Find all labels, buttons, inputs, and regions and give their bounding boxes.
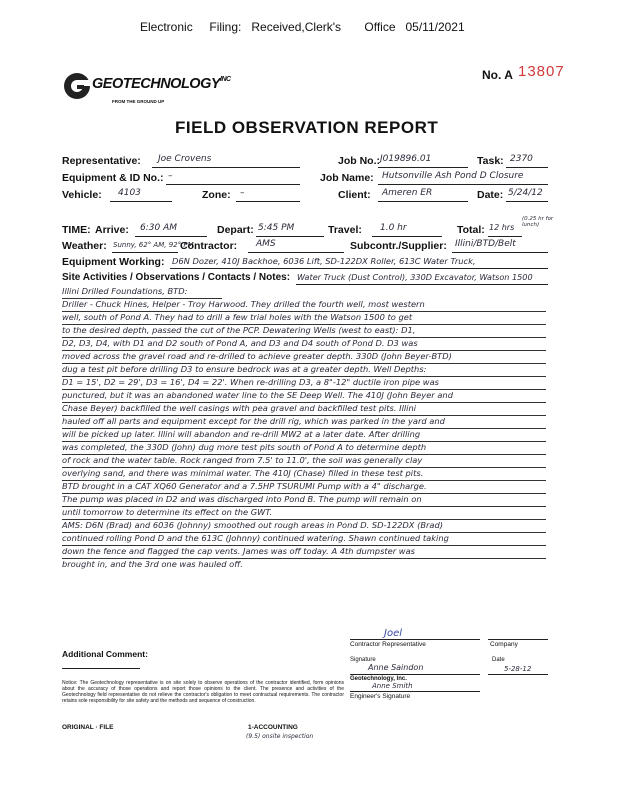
contractor-rep-value: Joel [384, 628, 402, 639]
note-line: down the fence and flagged the cap vents. James was off today. A 4th dumpster was [62, 545, 546, 559]
date-label: Date: [477, 189, 504, 201]
engineer-signature-value: Anne Smith [372, 682, 413, 690]
signature-date-label: Date [492, 657, 505, 663]
note-line: to the desired depth, passed the cut of the PCP. Dewatering Wells (west to east): D1, [62, 324, 546, 338]
task-label: Task: [477, 155, 504, 167]
footer-accounting-note: (9.5) onsite inspection [246, 733, 314, 740]
filing-stamp: Electronic Filing: Received,Clerk's Office 05/11/2021 [140, 20, 465, 34]
vehicle-value: 4103 [118, 188, 141, 198]
geotechnology-logo-icon [62, 71, 92, 101]
job-number-label: Job No.: [338, 155, 380, 167]
site-activities-label: Site Activities / Observations / Contacts / Notes: [62, 272, 291, 283]
logo-name: $GEOTECHNOLOGY^{INC}$ [92, 76, 231, 92]
client-value: Ameren ER [382, 188, 433, 198]
company-label: Company [490, 641, 518, 648]
contractor-label: Contractor: [180, 240, 238, 252]
arrive-value: 6:30 AM [140, 223, 177, 233]
job-number-value: J019896.01 [380, 154, 432, 164]
depart-value: 5:45 PM [258, 223, 295, 233]
equipment-working-label: Equipment Working: [62, 256, 165, 268]
note-line: Chase Beyer) backfilled the well casings with pea gravel and backfilled test pits. Illini [62, 402, 546, 416]
note-line: will be picked up later. Illini will abandon and re-drill MW2 at a later date. After drilling [62, 428, 546, 442]
task-value: 2370 [510, 154, 533, 164]
note-line: continued rolling Pond D and the 613C (Johnny) continued watering. Shawn continued taking [62, 532, 546, 546]
notice-text: Notice: The Geotechnology representative is on site solely to observe operations of the contractor identified, form opinions about the accuracy of those operations and report those opinions to the client. The presence and activities of the Geotechnology field representative do not relieve the contractor's obligation to meet contractual requirements. The contractor retains sole responsibility for site safety and the methods and sequence of construction. [62, 680, 344, 704]
signature-value: Anne Saindon [368, 663, 424, 672]
geotechnology-label: Geotechnology, Inc. [350, 676, 407, 682]
footer-original: ORIGINAL · FILE [62, 724, 114, 731]
contractor-rep-label: Contractor Representative [350, 641, 426, 648]
note-line: until tomorrow to determine its effect on the GWT. [62, 506, 546, 520]
total-note: (0.25 hr for lunch) [522, 216, 554, 228]
signature-date-value: 5-28-12 [504, 665, 532, 673]
note-line: D2, D3, D4, with D1 and D2 south of Pond A, and D3 and D4 south of Pond D. D3 was [62, 337, 546, 351]
zone-value: – [240, 188, 245, 198]
job-name-label: Job Name: [320, 172, 374, 184]
equipment-id-label: Equipment & ID No.: [62, 172, 164, 184]
note-line: Illini Drilled Foundations, BTD: [62, 285, 222, 299]
time-label: TIME: [62, 224, 91, 236]
representative-label: Representative: [62, 155, 141, 167]
job-name-value: Hutsonville Ash Pond D Closure [382, 171, 524, 181]
note-line: The pump was placed in D2 and was discharged into Pond B. The pump will remain on [62, 493, 546, 507]
note-line: Driller - Chuck Hines, Helper - Troy Harwood. They drilled the fourth well, most western [62, 298, 546, 312]
note-line: dug a test pit before drilling D3 to ensure bedrock was at a greater depth. Well Depths: [62, 363, 546, 377]
travel-value: 1.0 hr [380, 223, 407, 233]
subcontractor-label: Subcontr./Supplier: [350, 240, 447, 252]
note-line: hauled off all parts and equipment except for the drill rig, which was parked in the yard and [62, 415, 546, 429]
zone-label: Zone: [202, 189, 231, 201]
note-line: AMS: D6N (Brad) and 6036 (Johnny) smoothed out rough areas in Pond D. SD-122DX (Brad) [62, 519, 546, 533]
note-line: moved across the gravel road and re-drilled to achieve greater depth. 330D (John Beyer-BTD) [62, 350, 546, 364]
note-line: brought in, and the 3rd one was hauled off. [62, 559, 243, 569]
vehicle-label: Vehicle: [62, 189, 102, 201]
representative-value: Joe Crovens [158, 154, 212, 164]
note-line: BTD brought in a CAT XQ60 Generator and a 7.5HP TSURUMI Pump with a 4" discharge. [62, 480, 546, 494]
client-label: Client: [338, 189, 371, 201]
weather-label: Weather: [62, 240, 107, 252]
depart-label: Depart: [217, 224, 254, 236]
footer-accounting: 1-ACCOUNTING [248, 724, 298, 731]
signature-label: Signature [350, 657, 376, 663]
arrive-label: Arrive: [95, 224, 129, 236]
note-line: overlying sand, and there was minimal water. The 410J (Chase) filled in these test pits. [62, 467, 546, 481]
additional-comment-label: Additional Comment: [62, 649, 148, 659]
subcontractor-value: Illini/BTD/Belt [455, 239, 516, 249]
engineer-signature-label: Engineer's Signature [350, 693, 411, 700]
date-value: 5/24/12 [508, 188, 543, 198]
form-title: FIELD OBSERVATION REPORT [175, 118, 439, 137]
report-number-value: 13807 [518, 63, 565, 80]
note-line: was completed, the 330D (John) dug more test pits south of Pond A to determine depth [62, 441, 546, 455]
note-line: punctured, but it was an abandoned water line to the SE Deep Well. The 410J (John Beyer and [62, 389, 546, 403]
note-line: well, south of Pond A. They had to drill a few trial holes with the Watson 1500 to get [62, 311, 546, 325]
contractor-value: AMS [256, 239, 276, 249]
travel-label: Travel: [328, 224, 362, 236]
logo-tagline: FROM THE GROUND UP [112, 99, 165, 104]
weather-value: Sunny, 62° AM, 92° PM [113, 241, 194, 249]
equipment-working-value: D6N Dozer, 410J Backhoe, 6036 Lift, SD-122DX Roller, 613C Water Truck, [172, 256, 476, 266]
report-number-label: No. A [482, 68, 513, 82]
note-line: D1 = 15', D2 = 29', D3 = 16', D4 = 22'. When re-drilling D3, a 8"-12" ductile iron pipe was [62, 376, 546, 390]
total-label: Total: [457, 224, 485, 236]
site-activities-value: Water Truck (Dust Control), 330D Excavator, Watson 1500 [297, 272, 533, 282]
total-value: 12 hrs [489, 223, 515, 232]
equipment-id-value: – [168, 171, 173, 181]
note-line: of rock and the water table. Rock ranged from 7.5' to 11.0', the soil was generally clay [62, 454, 546, 468]
